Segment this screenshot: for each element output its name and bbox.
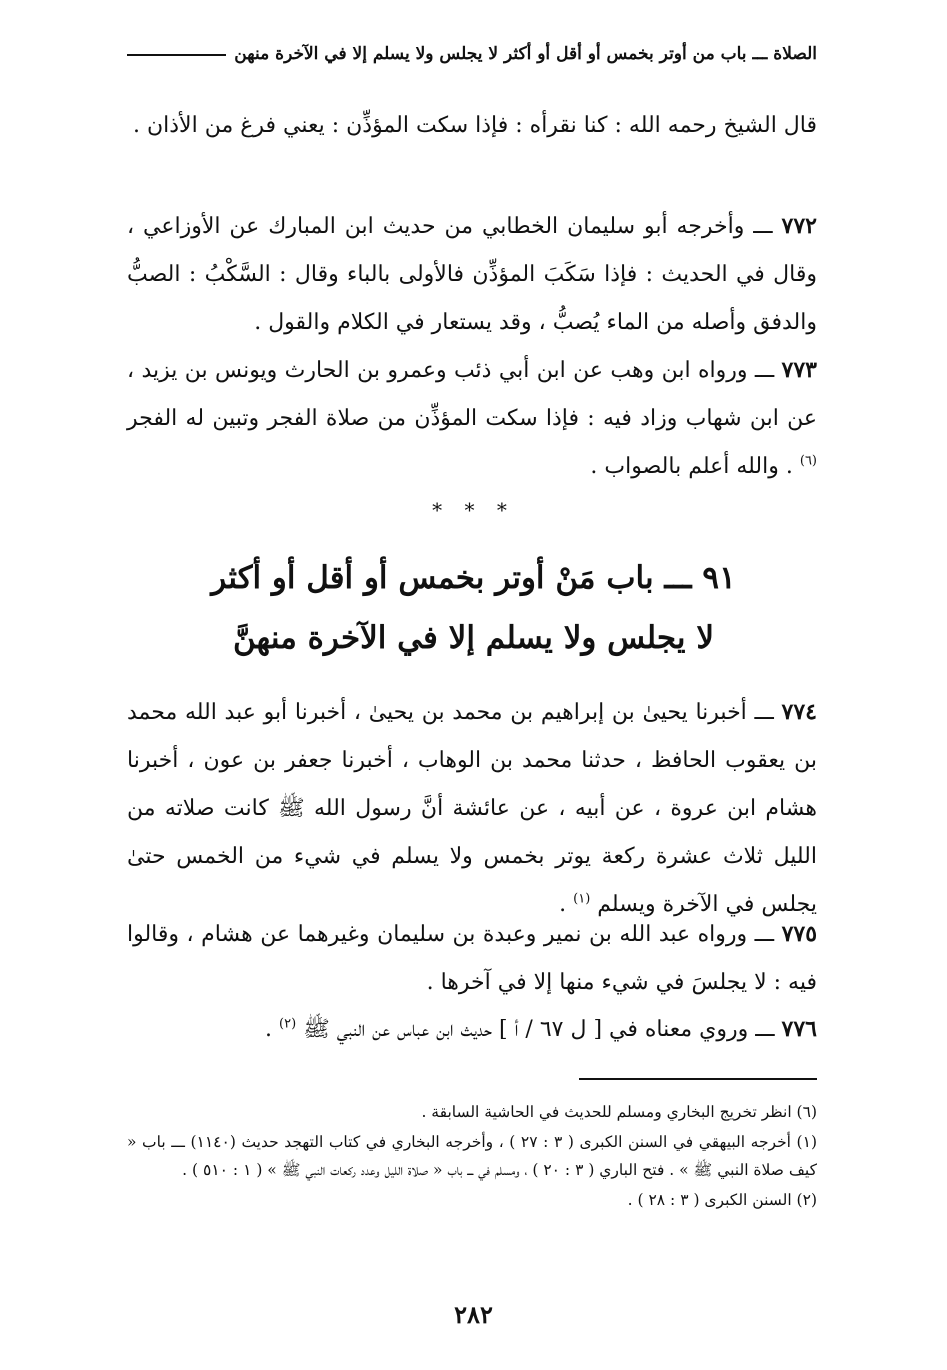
paragraph-text: ـــ أخبرنا يحيىٰ بن إبراهيم بن محمد بن يحيىٰ ، أخبرنا أبو عبد الله محمد بن يعقوب الحافظ ، حدثنا محمد بن الوهاب ، أخبرنا جعفر بن عون ، أخبرنا هشام ابن عروة ، عن أبيه ، عن عائشة أنَّ رسول الله ﷺ كانت صلاته من الليل ثلاث عشرة ركعة يوتر بخمس ولا يسلم في شيء من الخمس حتىٰ يجلس في الآخرة ويسلم — [127, 700, 817, 917]
chapter-title-line1: ٩١ ـــ باب مَنْ أوتر بخمس أو أقل أو أكثر — [211, 560, 736, 596]
hadith-number: ٧٧٢ — [781, 213, 817, 239]
paragraph-text: ـــ ورواه ابن وهب عن ابن أبي ذئب وعمرو بن الحارث ويونس بن يزيد ، عن ابن شهاب وزاد فيه : فإذا سكت المؤذِّن من صلاة الفجر وتبين له الفجر — [127, 358, 817, 431]
running-title: الصلاة ـــ باب من أوتر بخمس أو أقل أو أكثر لا يجلس ولا يسلم إلا في الآخرة منهن — [234, 44, 817, 64]
paragraph-775 — [127, 910, 817, 1007]
paragraph-772 — [127, 202, 817, 347]
paragraph-tail: . — [559, 892, 567, 917]
footnote-ref: (١) — [573, 891, 591, 907]
hadith-number: ٧٧٤ — [781, 699, 817, 725]
footnote: (١) أخرجه البيهقي في السنن الكبرى ( ٣ : ٢٧ ) ، وأخرجه البخاري في كتاب التهجد حديث (١١٤٠) ـــ باب « كيف صلاة النبي ﷺ » . فتح الباري ( ٣ : ٢٠ ) ، ومسلم في ـــ باب « صلاة الليل وعدد ركعات النبي ﷺ » ( ١ : ٥١٠ ) . — [127, 1133, 817, 1179]
paragraph-774 — [127, 688, 817, 929]
hadith-number: ٧٧٥ — [781, 921, 818, 947]
paragraph-text: ـــ وأخرجه أبو سليمان الخطابي من حديث ابن المبارك عن الأوزاعي ، وقال في الحديث : فإذا سَكَبَ المؤذِّن فالأولى بالباء وقال : السَّكْبُ : الصبُّ والدفق وأصله من الماء يُصبُّ ، وقد يستعار في الكلام والقول . — [127, 214, 817, 335]
paragraph-tail: . والله أعلم بالصواب . — [590, 454, 793, 479]
footnote: (٦) انظر تخريج البخاري ومسلم للحديث في الحاشية السابقة . — [421, 1103, 817, 1121]
hadith-number: ٧٧٣ — [781, 357, 817, 383]
footnote-ref: (٢) — [279, 1016, 297, 1032]
running-header — [127, 44, 817, 64]
paragraph-tail: . — [265, 1017, 273, 1042]
chapter-title-line2: لا يجلس ولا يسلم إلا في الآخرة منهنَّ — [232, 620, 715, 656]
paragraph-intro — [127, 102, 817, 150]
page-number: ٢٨٢ — [454, 1300, 493, 1329]
paragraph-773 — [127, 346, 817, 491]
hadith-number: ٧٧٦ — [781, 1016, 817, 1042]
footnote-ref: (٦) — [799, 453, 817, 469]
header-rule — [127, 54, 226, 56]
footnote-rule — [579, 1078, 817, 1080]
footnotes — [127, 1098, 817, 1216]
section-separator: * * * — [432, 498, 515, 522]
paragraph-776 — [127, 1005, 817, 1054]
footnote: (٢) السنن الكبرى ( ٣ : ٢٨ ) . — [627, 1191, 817, 1209]
paragraph-text: قال الشيخ رحمه الله : كنا نقرأه : فإذا سكت المؤذِّن : يعني فرغ من الأذان . — [133, 113, 817, 138]
paragraph-text: ـــ ورواه عبد الله بن نمير وعبدة بن سليمان وغيرهما عن هشام ، وقالوا فيه : لا يجلسَ في شيء منها إلا في آخرها . — [127, 922, 817, 995]
paragraph-text: ـــ وروي معناه في [ ل ٦٧ / أ ] حديث ابن عباس عن النبي ﷺ — [303, 1017, 775, 1042]
